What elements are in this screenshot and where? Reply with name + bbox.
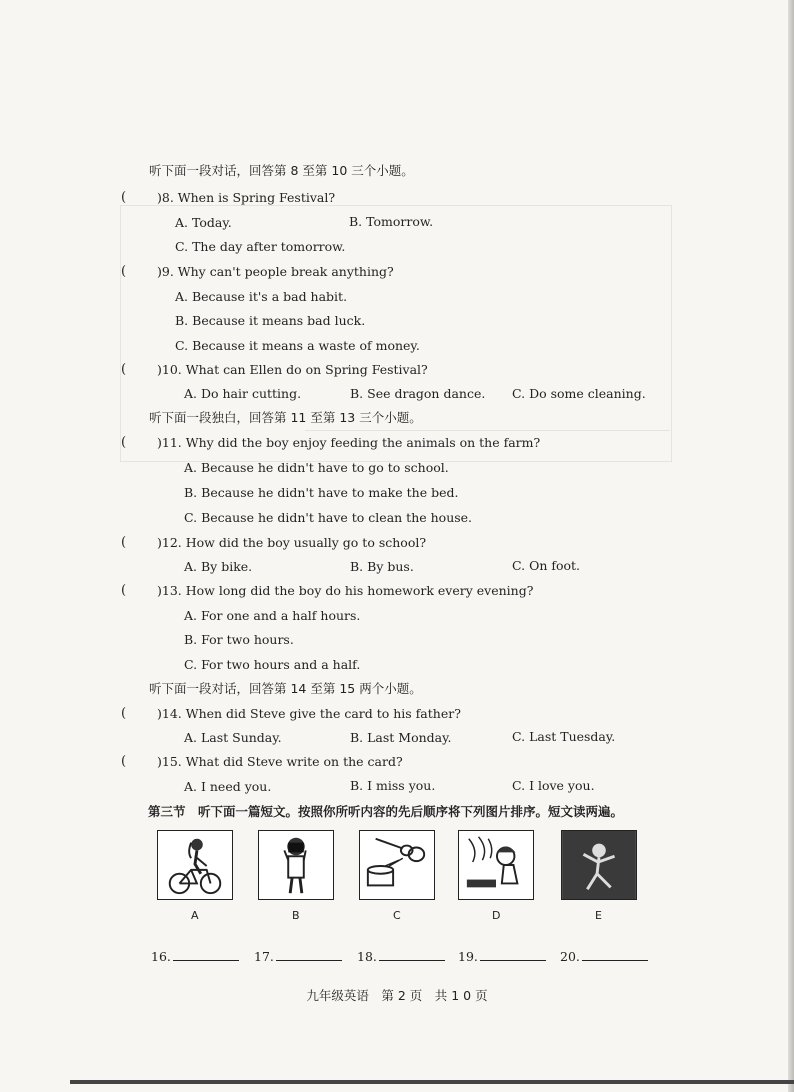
option-11b: B. Because he didn't have to make the bed. bbox=[184, 485, 459, 500]
picture-label-b: B bbox=[292, 909, 300, 922]
picture-label-c: C bbox=[393, 909, 401, 922]
blank-underline bbox=[173, 948, 239, 961]
scan-edge bbox=[788, 0, 794, 1092]
picture-label-d: D bbox=[492, 909, 501, 922]
section-instruction-2: 听下面一段独白，回答第 11 至第 13 三个小题。 bbox=[149, 410, 422, 425]
option-9b: B. Because it means bad luck. bbox=[175, 313, 366, 328]
blank-number: 18. bbox=[357, 949, 377, 964]
option-14b: B. Last Monday. bbox=[350, 730, 452, 745]
page-footer: 九年级英语 第 2 页 共 1 0 页 bbox=[306, 988, 488, 1003]
answer-paren: ( bbox=[121, 264, 127, 279]
answer-paren: ( bbox=[121, 754, 127, 769]
boy-taking-photo-icon bbox=[259, 831, 333, 899]
blank-underline bbox=[582, 948, 648, 961]
option-12c: C. On foot. bbox=[512, 558, 581, 573]
scan-edge-bottom bbox=[70, 1080, 794, 1084]
option-8b: B. Tomorrow. bbox=[349, 214, 434, 229]
picture-b bbox=[258, 830, 334, 900]
option-10b: B. See dragon dance. bbox=[350, 386, 486, 401]
picture-a bbox=[157, 830, 233, 900]
blank-number: 17. bbox=[254, 949, 274, 964]
option-9c: C. Because it means a waste of money. bbox=[175, 338, 420, 353]
blank-number: 19. bbox=[458, 949, 478, 964]
blank-number: 20. bbox=[560, 949, 580, 964]
option-13b: B. For two hours. bbox=[184, 632, 294, 647]
question-10: )10. What can Ellen do on Spring Festival? bbox=[157, 362, 428, 377]
girl-riding-bike-icon bbox=[158, 831, 232, 899]
option-15a: A. I need you. bbox=[184, 779, 272, 794]
question-15: )15. What did Steve write on the card? bbox=[157, 754, 403, 769]
part-3-instruction: 第三节 听下面一篇短文。按照你所听内容的先后顺序将下列图片排序。短文读两遍。 bbox=[148, 804, 624, 819]
option-9a: A. Because it's a bad habit. bbox=[175, 289, 348, 304]
answer-blank-18[interactable] bbox=[357, 948, 445, 964]
answer-paren: ( bbox=[121, 362, 127, 377]
bleed-through-line bbox=[305, 430, 670, 431]
question-14: )14. When did Steve give the card to his father? bbox=[157, 706, 461, 721]
blank-number: 16. bbox=[151, 949, 171, 964]
answer-paren: ( bbox=[121, 706, 127, 721]
question-13: )13. How long did the boy do his homework every evening? bbox=[157, 583, 534, 598]
picture-e bbox=[561, 830, 637, 900]
option-14c: C. Last Tuesday. bbox=[512, 729, 616, 744]
question-8: )8. When is Spring Festival? bbox=[157, 190, 336, 205]
section-instruction-3: 听下面一段对话，回答第 14 至第 15 两个小题。 bbox=[149, 681, 422, 696]
option-8c: C. The day after tomorrow. bbox=[175, 239, 346, 254]
blank-underline bbox=[379, 948, 445, 961]
option-11a: A. Because he didn't have to go to school. bbox=[184, 460, 449, 475]
answer-paren: ( bbox=[121, 435, 127, 450]
answer-blank-19[interactable] bbox=[458, 948, 546, 964]
answer-paren: ( bbox=[121, 190, 127, 205]
option-12b: B. By bus. bbox=[350, 559, 414, 574]
picture-c bbox=[359, 830, 435, 900]
option-12a: A. By bike. bbox=[184, 559, 253, 574]
answer-blank-20[interactable] bbox=[560, 948, 648, 964]
answer-paren: ( bbox=[121, 535, 127, 550]
blank-underline bbox=[276, 948, 342, 961]
section-instruction-1: 听下面一段对话，回答第 8 至第 10 三个小题。 bbox=[149, 163, 414, 178]
option-10a: A. Do hair cutting. bbox=[184, 386, 302, 401]
option-14a: A. Last Sunday. bbox=[184, 730, 282, 745]
blank-underline bbox=[480, 948, 546, 961]
option-8a: A. Today. bbox=[175, 215, 232, 230]
option-15c: C. I love you. bbox=[512, 778, 595, 793]
guitar-and-drum-icon bbox=[360, 831, 434, 899]
question-12: )12. How did the boy usually go to school? bbox=[157, 535, 427, 550]
option-15b: B. I miss you. bbox=[350, 778, 436, 793]
girl-cooking-icon bbox=[459, 831, 533, 899]
option-13a: A. For one and a half hours. bbox=[184, 608, 361, 623]
picture-d bbox=[458, 830, 534, 900]
option-11c: C. Because he didn't have to clean the house. bbox=[184, 510, 473, 525]
picture-label-e: E bbox=[595, 909, 602, 922]
option-10c: C. Do some cleaning. bbox=[512, 386, 646, 401]
option-13c: C. For two hours and a half. bbox=[184, 657, 361, 672]
question-9: )9. Why can't people break anything? bbox=[157, 264, 394, 279]
answer-paren: ( bbox=[121, 583, 127, 598]
answer-blank-16[interactable] bbox=[151, 948, 239, 964]
dancing-figure-icon bbox=[562, 831, 636, 899]
question-11: )11. Why did the boy enjoy feeding the animals on the farm? bbox=[157, 435, 541, 450]
answer-blank-17[interactable] bbox=[254, 948, 342, 964]
picture-label-a: A bbox=[191, 909, 199, 922]
